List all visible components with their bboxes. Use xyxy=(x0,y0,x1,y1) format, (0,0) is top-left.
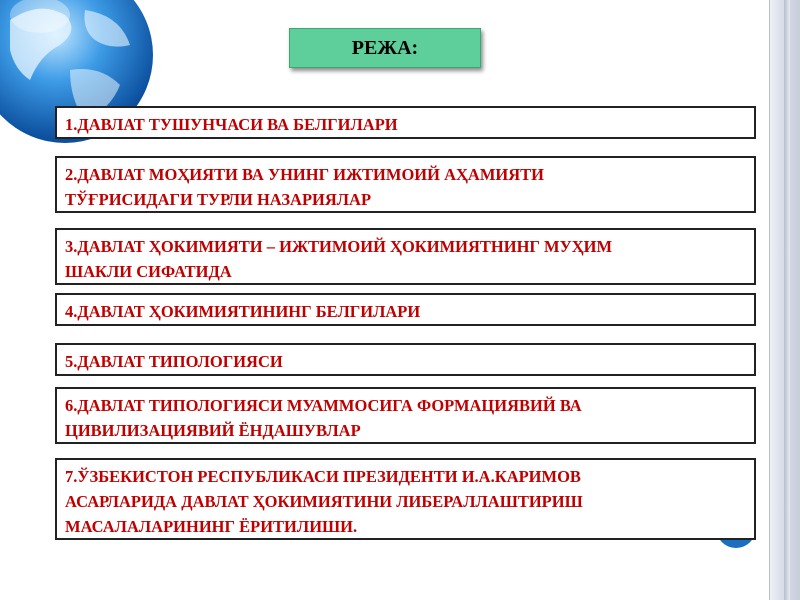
plan-item-2: 2.ДАВЛАТ МОҲИЯТИ ВА УНИНГ ИЖТИМОИЙ АҲАМИЯТИ ТЎҒРИСИДАГИ ТУРЛИ НАЗАРИЯЛАР xyxy=(55,156,756,213)
rail-stripe xyxy=(784,0,790,600)
plan-item-3: 3.ДАВЛАТ ҲОКИМИЯТИ – ИЖТИМОИЙ ҲОКИМИЯТНИНГ МУҲИМ ШАКЛИ СИФАТИДА xyxy=(55,228,756,285)
plan-item-5: 5.ДАВЛАТ ТИПОЛОГИЯСИ xyxy=(55,343,756,376)
plan-item-1: 1.ДАВЛАТ ТУШУНЧАСИ ВА БЕЛГИЛАРИ xyxy=(55,106,756,139)
plan-item-6: 6.ДАВЛАТ ТИПОЛОГИЯСИ МУАММОСИГА ФОРМАЦИЯВИЙ ВА ЦИВИЛИЗАЦИЯВИЙ ЁНДАШУВЛАР xyxy=(55,387,756,444)
slide-right-rail xyxy=(769,0,800,600)
slide-title: РЕЖА: xyxy=(289,28,481,68)
plan-item-7: 7.ЎЗБЕКИСТОН РЕСПУБЛИКАСИ ПРЕЗИДЕНТИ И.А.КАРИМОВ АСАРЛАРИДА ДАВЛАТ ҲОКИМИЯТИНИ ЛИБЕРАЛЛАШТИРИШ МАСАЛАЛАРИНИНГ ЁРИТИЛИШИ. xyxy=(55,458,756,540)
plan-item-4: 4.ДАВЛАТ ҲОКИМИЯТИНИНГ БЕЛГИЛАРИ xyxy=(55,293,756,326)
